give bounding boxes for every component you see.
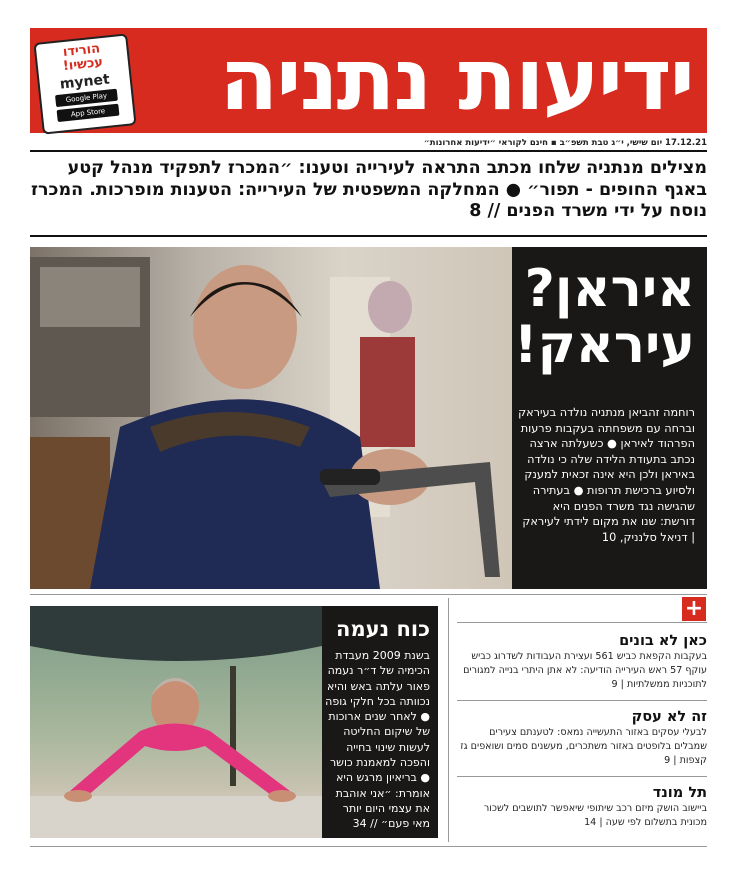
divider-rule <box>30 235 707 237</box>
main-story-body: רוחמה זהביאן מנתניה נולדה בעיראק וברחה עם משפחתה בעקבות פרעות הפרהוד לאיראן ● כשעלתה ארצה נכתב בתעודת הלידה שלה כי נולדה באיראן ולכן היא אינה זכאית למענק ולסיוע ברכישת תרופות ● בעתירה שהגישה נגד משרד הפנים היא דורשת: שנו את מקום לידתי לעיראק | דניאל סלנניק, 10 <box>518 406 695 544</box>
app-ad-cta-line1: הורידו <box>62 41 101 61</box>
masthead-title: ידיעות נתניה <box>219 30 693 130</box>
divider-rule <box>457 700 707 701</box>
top-headline[interactable]: מצילים מנתניה שלחו מכתב התראה לעירייה וטענו: ״המכרז לתפקיד מנהל קטע באגף החופים - תפור״ ● המחלקה המשפטית של העירייה: הטענות מופרכות. המכרז נוסח על ידי משרד הפנים // 8 <box>31 158 707 221</box>
naama-story-panel[interactable] <box>322 606 438 838</box>
brief-text: לבעלי עסקים באזור התעשייה נמאס: לטענתם צעירים שמבלים בלופטים באזור משתכרים, מעשנים סמים ושואפים גז קצפות | 9 <box>460 727 707 766</box>
naama-story-title: כוח נעמה <box>336 617 430 641</box>
divider-rule <box>30 846 707 847</box>
google-play-badge[interactable]: Google Play <box>55 89 118 107</box>
divider-rule <box>457 622 707 623</box>
elderly-woman-walker-illustration <box>30 247 512 589</box>
app-store-badge[interactable]: App Store <box>57 104 120 122</box>
brief-item[interactable] <box>457 708 707 768</box>
app-ad-brand: mynet <box>59 71 111 93</box>
main-story-panel[interactable] <box>512 247 707 589</box>
brief-item[interactable] <box>457 632 707 692</box>
app-ad-cta-line2: עכשיו! <box>62 55 104 75</box>
naama-story-body: בשנת 2009 מעבדת הכימיה של ד״ר נעמה פאור עלתה באש והיא נכוותה בכל חלקי גופה ● לאחר שנים ארוכות של שיקום החליטה לעשות שינוי בחייה והפכה למאמנת כושר ● בריאיון מרגש היא אומרת: ״אני אוהבת את עצמי היום יותר מאי פעם״ // 34 <box>325 649 430 831</box>
brief-title: זה לא עסק <box>631 709 707 725</box>
main-story-photo <box>30 247 512 589</box>
fitness-trainer-pushup-illustration <box>30 606 322 838</box>
app-ad-badge[interactable] <box>33 33 136 134</box>
brief-item[interactable] <box>457 784 707 830</box>
brief-title: כאן לא בונים <box>619 633 707 649</box>
main-story-title-line2: עיראק! <box>513 315 695 375</box>
plus-icon: + <box>682 597 706 621</box>
masthead <box>30 28 707 133</box>
divider-rule <box>30 594 707 595</box>
main-story-title <box>515 261 695 373</box>
dateline: 17.12.21 יום שישי, י״ג טבת תשפ״ב ▪ חינם לקוראי ״ידיעות אחרונות״ <box>423 138 707 148</box>
brief-text: בעקבות הקפאת כביש 561 ועצירת העבודות לשדרוג כביש עוקף 57 ראש העירייה הודיעה: לא אתן היתרי בנייה למגורים לתוכניות ממשלתיות | 9 <box>463 651 707 690</box>
main-story-title-line1: איראן? <box>524 259 695 319</box>
brief-title: תל מונד <box>652 785 707 801</box>
divider-rule <box>30 150 707 152</box>
brief-text: ביישוב הושק מיזם רכב שיתופי שיאפשר לתושבים לשכור מכונית בתשלום לפי שעה | 14 <box>483 803 707 828</box>
briefs-divider <box>448 598 449 842</box>
naama-story-photo <box>30 606 322 838</box>
divider-rule <box>457 776 707 777</box>
